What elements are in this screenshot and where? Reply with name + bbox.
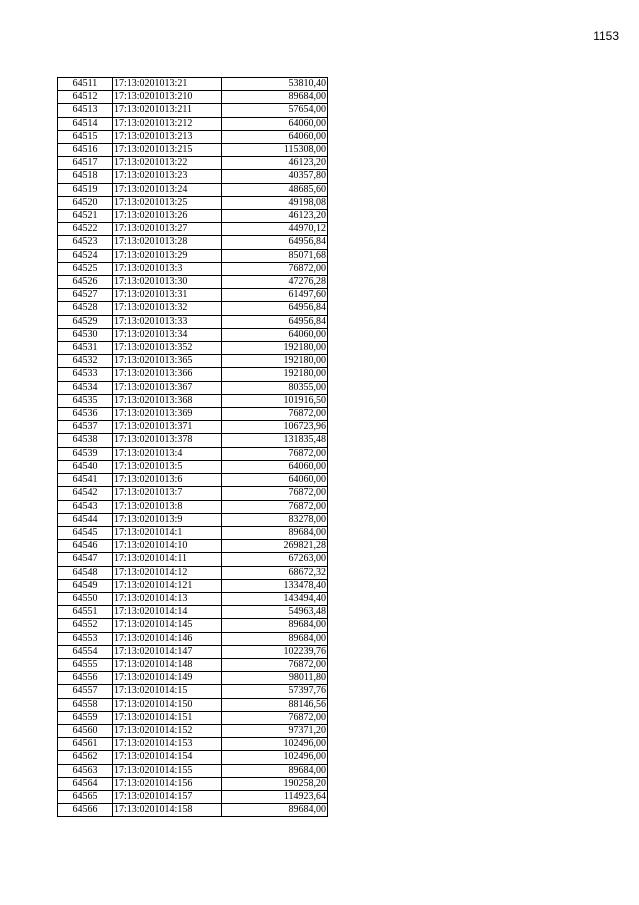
cadastral-value-cell: 89684,00 — [222, 91, 328, 104]
cadastral-number-cell: 17:13:0201014:15 — [113, 685, 222, 698]
cadastral-value-cell: 89684,00 — [222, 764, 328, 777]
row-number-cell: 64539 — [58, 447, 113, 460]
cadastral-number-cell: 17:13:0201013:3 — [113, 262, 222, 275]
row-number-cell: 64525 — [58, 262, 113, 275]
cadastral-number-cell: 17:13:0201014:148 — [113, 658, 222, 671]
table-row — [58, 553, 328, 566]
cadastral-value-cell: 76872,00 — [222, 487, 328, 500]
row-number-cell: 64528 — [58, 302, 113, 315]
row-number-cell: 64527 — [58, 289, 113, 302]
cadastral-value-cell: 89684,00 — [222, 632, 328, 645]
row-number-cell: 64531 — [58, 342, 113, 355]
cadastral-value-cell: 115308,00 — [222, 144, 328, 157]
table-row — [58, 540, 328, 553]
cadastral-number-cell: 17:13:0201013:5 — [113, 460, 222, 473]
cadastral-number-cell: 17:13:0201014:150 — [113, 698, 222, 711]
row-number-cell: 64548 — [58, 566, 113, 579]
cadastral-value-cell: 64060,00 — [222, 474, 328, 487]
cadastral-number-cell: 17:13:0201013:4 — [113, 447, 222, 460]
row-number-cell: 64524 — [58, 249, 113, 262]
row-number-cell: 64542 — [58, 487, 113, 500]
row-number-cell: 64519 — [58, 183, 113, 196]
row-number-cell: 64556 — [58, 672, 113, 685]
cadastral-value-cell: 80355,00 — [222, 381, 328, 394]
table-row — [58, 790, 328, 803]
row-number-cell: 64557 — [58, 685, 113, 698]
row-number-cell: 64561 — [58, 738, 113, 751]
cadastral-value-cell: 101916,50 — [222, 394, 328, 407]
cadastral-value-cell: 48685,60 — [222, 183, 328, 196]
cadastral-number-cell: 17:13:0201014:13 — [113, 592, 222, 605]
cadastral-number-cell: 17:13:0201013:212 — [113, 117, 222, 130]
cadastral-number-cell: 17:13:0201013:8 — [113, 500, 222, 513]
cadastral-value-cell: 64060,00 — [222, 117, 328, 130]
table-row — [58, 381, 328, 394]
row-number-cell: 64552 — [58, 619, 113, 632]
row-number-cell: 64512 — [58, 91, 113, 104]
cadastral-number-cell: 17:13:0201014:12 — [113, 566, 222, 579]
cadastral-number-cell: 17:13:0201013:30 — [113, 276, 222, 289]
row-number-cell: 64546 — [58, 540, 113, 553]
row-number-cell: 64535 — [58, 394, 113, 407]
cadastral-number-cell: 17:13:0201013:25 — [113, 196, 222, 209]
cadastral-value-cell: 85071,68 — [222, 249, 328, 262]
row-number-cell: 64564 — [58, 777, 113, 790]
table-row — [58, 764, 328, 777]
cadastral-value-cell: 57397,76 — [222, 685, 328, 698]
row-number-cell: 64511 — [58, 78, 113, 91]
cadastral-number-cell: 17:13:0201014:152 — [113, 724, 222, 737]
table-row — [58, 711, 328, 724]
cadastral-value-cell: 68672,32 — [222, 566, 328, 579]
cadastral-number-cell: 17:13:0201013:210 — [113, 91, 222, 104]
cadastral-value-cell: 269821,28 — [222, 540, 328, 553]
cadastral-value-cell: 64956,84 — [222, 315, 328, 328]
row-number-cell: 64538 — [58, 434, 113, 447]
cadastral-number-cell: 17:13:0201013:31 — [113, 289, 222, 302]
cadastral-value-cell: 106723,96 — [222, 421, 328, 434]
cadastral-value-cell: 76872,00 — [222, 711, 328, 724]
cadastral-value-cell: 57654,00 — [222, 104, 328, 117]
page-number: 1153 — [593, 29, 619, 43]
cadastral-value-cell: 83278,00 — [222, 513, 328, 526]
table-row — [58, 658, 328, 671]
cadastral-value-cell: 76872,00 — [222, 262, 328, 275]
row-number-cell: 64551 — [58, 606, 113, 619]
table-row — [58, 579, 328, 592]
table-body — [58, 78, 328, 817]
cadastral-number-cell: 17:13:0201014:157 — [113, 790, 222, 803]
cadastral-number-cell: 17:13:0201013:368 — [113, 394, 222, 407]
cadastral-value-cell: 114923,64 — [222, 790, 328, 803]
cadastral-number-cell: 17:13:0201014:156 — [113, 777, 222, 790]
table-row — [58, 183, 328, 196]
table-row — [58, 421, 328, 434]
cadastral-number-cell: 17:13:0201014:14 — [113, 606, 222, 619]
cadastral-value-cell: 76872,00 — [222, 447, 328, 460]
table-row — [58, 685, 328, 698]
cadastral-number-cell: 17:13:0201013:366 — [113, 368, 222, 381]
table-row — [58, 724, 328, 737]
row-number-cell: 64541 — [58, 474, 113, 487]
table-row — [58, 342, 328, 355]
cadastral-value-cell: 98011,80 — [222, 672, 328, 685]
row-number-cell: 64532 — [58, 355, 113, 368]
row-number-cell: 64522 — [58, 223, 113, 236]
cadastral-value-cell: 64060,00 — [222, 460, 328, 473]
table-row — [58, 91, 328, 104]
row-number-cell: 64514 — [58, 117, 113, 130]
cadastral-value-cell: 88146,56 — [222, 698, 328, 711]
table-row — [58, 249, 328, 262]
cadastral-number-cell: 17:13:0201013:371 — [113, 421, 222, 434]
row-number-cell: 64516 — [58, 144, 113, 157]
cadastral-number-cell: 17:13:0201013:27 — [113, 223, 222, 236]
table-row — [58, 500, 328, 513]
cadastral-value-cell: 64060,00 — [222, 130, 328, 143]
cadastral-value-cell: 89684,00 — [222, 804, 328, 817]
table-row — [58, 632, 328, 645]
cadastral-number-cell: 17:13:0201013:26 — [113, 210, 222, 223]
cadastral-number-cell: 17:13:0201013:28 — [113, 236, 222, 249]
cadastral-number-cell: 17:13:0201013:6 — [113, 474, 222, 487]
table-row — [58, 460, 328, 473]
cadastral-number-cell: 17:13:0201013:33 — [113, 315, 222, 328]
table-row — [58, 394, 328, 407]
row-number-cell: 64558 — [58, 698, 113, 711]
cadastral-value-cell: 76872,00 — [222, 500, 328, 513]
cadastral-number-cell: 17:13:0201014:10 — [113, 540, 222, 553]
cadastral-number-cell: 17:13:0201013:9 — [113, 513, 222, 526]
table-row — [58, 289, 328, 302]
cadastral-number-cell: 17:13:0201013:32 — [113, 302, 222, 315]
cadastral-value-cell: 61497,60 — [222, 289, 328, 302]
row-number-cell: 64515 — [58, 130, 113, 143]
row-number-cell: 64544 — [58, 513, 113, 526]
table-row — [58, 526, 328, 539]
cadastral-value-cell: 192180,00 — [222, 355, 328, 368]
cadastral-value-cell: 190258,20 — [222, 777, 328, 790]
cadastral-value-cell: 76872,00 — [222, 658, 328, 671]
row-number-cell: 64513 — [58, 104, 113, 117]
row-number-cell: 64565 — [58, 790, 113, 803]
row-number-cell: 64521 — [58, 210, 113, 223]
cadastral-number-cell: 17:13:0201013:352 — [113, 342, 222, 355]
table-row — [58, 738, 328, 751]
cadastral-value-cell: 102496,00 — [222, 738, 328, 751]
cadastral-value-cell: 53810,40 — [222, 78, 328, 91]
cadastral-value-cell: 97371,20 — [222, 724, 328, 737]
cadastral-number-cell: 17:13:0201013:369 — [113, 408, 222, 421]
table-row — [58, 328, 328, 341]
table-row — [58, 434, 328, 447]
table-row — [58, 302, 328, 315]
row-number-cell: 64530 — [58, 328, 113, 341]
table-row — [58, 408, 328, 421]
row-number-cell: 64523 — [58, 236, 113, 249]
cadastral-number-cell: 17:13:0201013:367 — [113, 381, 222, 394]
table-row — [58, 672, 328, 685]
cadastral-number-cell: 17:13:0201013:22 — [113, 157, 222, 170]
row-number-cell: 64545 — [58, 526, 113, 539]
table-row — [58, 196, 328, 209]
cadastral-number-cell: 17:13:0201014:153 — [113, 738, 222, 751]
cadastral-value-cell: 54963,48 — [222, 606, 328, 619]
row-number-cell: 64536 — [58, 408, 113, 421]
cadastral-number-cell: 17:13:0201013:24 — [113, 183, 222, 196]
table-row — [58, 144, 328, 157]
table-row — [58, 368, 328, 381]
row-number-cell: 64529 — [58, 315, 113, 328]
cadastral-value-table — [57, 77, 328, 817]
table-row — [58, 619, 328, 632]
row-number-cell: 64553 — [58, 632, 113, 645]
table-row — [58, 262, 328, 275]
table-row — [58, 804, 328, 817]
row-number-cell: 64554 — [58, 645, 113, 658]
cadastral-value-cell: 64060,00 — [222, 328, 328, 341]
cadastral-value-cell: 89684,00 — [222, 619, 328, 632]
table-row — [58, 223, 328, 236]
row-number-cell: 64526 — [58, 276, 113, 289]
cadastral-number-cell: 17:13:0201013:211 — [113, 104, 222, 117]
table-row — [58, 78, 328, 91]
row-number-cell: 64562 — [58, 751, 113, 764]
cadastral-number-cell: 17:13:0201013:365 — [113, 355, 222, 368]
cadastral-number-cell: 17:13:0201013:23 — [113, 170, 222, 183]
table-row — [58, 645, 328, 658]
cadastral-value-cell: 76872,00 — [222, 408, 328, 421]
table-row — [58, 474, 328, 487]
cadastral-number-cell: 17:13:0201014:1 — [113, 526, 222, 539]
row-number-cell: 64563 — [58, 764, 113, 777]
row-number-cell: 64520 — [58, 196, 113, 209]
cadastral-value-cell: 64956,84 — [222, 236, 328, 249]
cadastral-number-cell: 17:13:0201014:11 — [113, 553, 222, 566]
row-number-cell: 64518 — [58, 170, 113, 183]
row-number-cell: 64559 — [58, 711, 113, 724]
table-row — [58, 355, 328, 368]
cadastral-number-cell: 17:13:0201014:121 — [113, 579, 222, 592]
cadastral-number-cell: 17:13:0201013:7 — [113, 487, 222, 500]
cadastral-value-cell: 40357,80 — [222, 170, 328, 183]
table-row — [58, 777, 328, 790]
table-row — [58, 487, 328, 500]
table-row — [58, 698, 328, 711]
cadastral-number-cell: 17:13:0201013:34 — [113, 328, 222, 341]
table-row — [58, 447, 328, 460]
cadastral-value-cell: 143494,40 — [222, 592, 328, 605]
cadastral-value-cell: 44970,12 — [222, 223, 328, 236]
cadastral-number-cell: 17:13:0201014:158 — [113, 804, 222, 817]
cadastral-value-cell: 46123,20 — [222, 210, 328, 223]
cadastral-value-cell: 192180,00 — [222, 342, 328, 355]
cadastral-value-cell: 64956,84 — [222, 302, 328, 315]
cadastral-number-cell: 17:13:0201013:215 — [113, 144, 222, 157]
row-number-cell: 64534 — [58, 381, 113, 394]
table-row — [58, 236, 328, 249]
cadastral-value-cell: 102239,76 — [222, 645, 328, 658]
row-number-cell: 64549 — [58, 579, 113, 592]
row-number-cell: 64543 — [58, 500, 113, 513]
cadastral-value-cell: 47276,28 — [222, 276, 328, 289]
row-number-cell: 64533 — [58, 368, 113, 381]
cadastral-value-cell: 102496,00 — [222, 751, 328, 764]
table-row — [58, 157, 328, 170]
row-number-cell: 64566 — [58, 804, 113, 817]
cadastral-value-cell: 133478,40 — [222, 579, 328, 592]
cadastral-value-cell: 67263,00 — [222, 553, 328, 566]
cadastral-number-cell: 17:13:0201014:145 — [113, 619, 222, 632]
table-row — [58, 130, 328, 143]
table-row — [58, 751, 328, 764]
table-row — [58, 104, 328, 117]
cadastral-value-cell: 49198,08 — [222, 196, 328, 209]
row-number-cell: 64547 — [58, 553, 113, 566]
table-row — [58, 566, 328, 579]
table-row — [58, 210, 328, 223]
cadastral-number-cell: 17:13:0201013:213 — [113, 130, 222, 143]
cadastral-number-cell: 17:13:0201014:149 — [113, 672, 222, 685]
cadastral-number-cell: 17:13:0201014:151 — [113, 711, 222, 724]
cadastral-number-cell: 17:13:0201014:155 — [113, 764, 222, 777]
row-number-cell: 64550 — [58, 592, 113, 605]
cadastral-value-cell: 89684,00 — [222, 526, 328, 539]
row-number-cell: 64540 — [58, 460, 113, 473]
table-row — [58, 513, 328, 526]
table-row — [58, 592, 328, 605]
cadastral-number-cell: 17:13:0201013:378 — [113, 434, 222, 447]
table-row — [58, 117, 328, 130]
cadastral-value-cell: 192180,00 — [222, 368, 328, 381]
table-row — [58, 170, 328, 183]
cadastral-number-cell: 17:13:0201014:154 — [113, 751, 222, 764]
row-number-cell: 64560 — [58, 724, 113, 737]
cadastral-number-cell: 17:13:0201013:21 — [113, 78, 222, 91]
cadastral-value-cell: 46123,20 — [222, 157, 328, 170]
cadastral-number-cell: 17:13:0201013:29 — [113, 249, 222, 262]
table-row — [58, 276, 328, 289]
cadastral-value-cell: 131835,48 — [222, 434, 328, 447]
cadastral-number-cell: 17:13:0201014:147 — [113, 645, 222, 658]
row-number-cell: 64555 — [58, 658, 113, 671]
table-row — [58, 606, 328, 619]
row-number-cell: 64537 — [58, 421, 113, 434]
table-row — [58, 315, 328, 328]
row-number-cell: 64517 — [58, 157, 113, 170]
cadastral-number-cell: 17:13:0201014:146 — [113, 632, 222, 645]
